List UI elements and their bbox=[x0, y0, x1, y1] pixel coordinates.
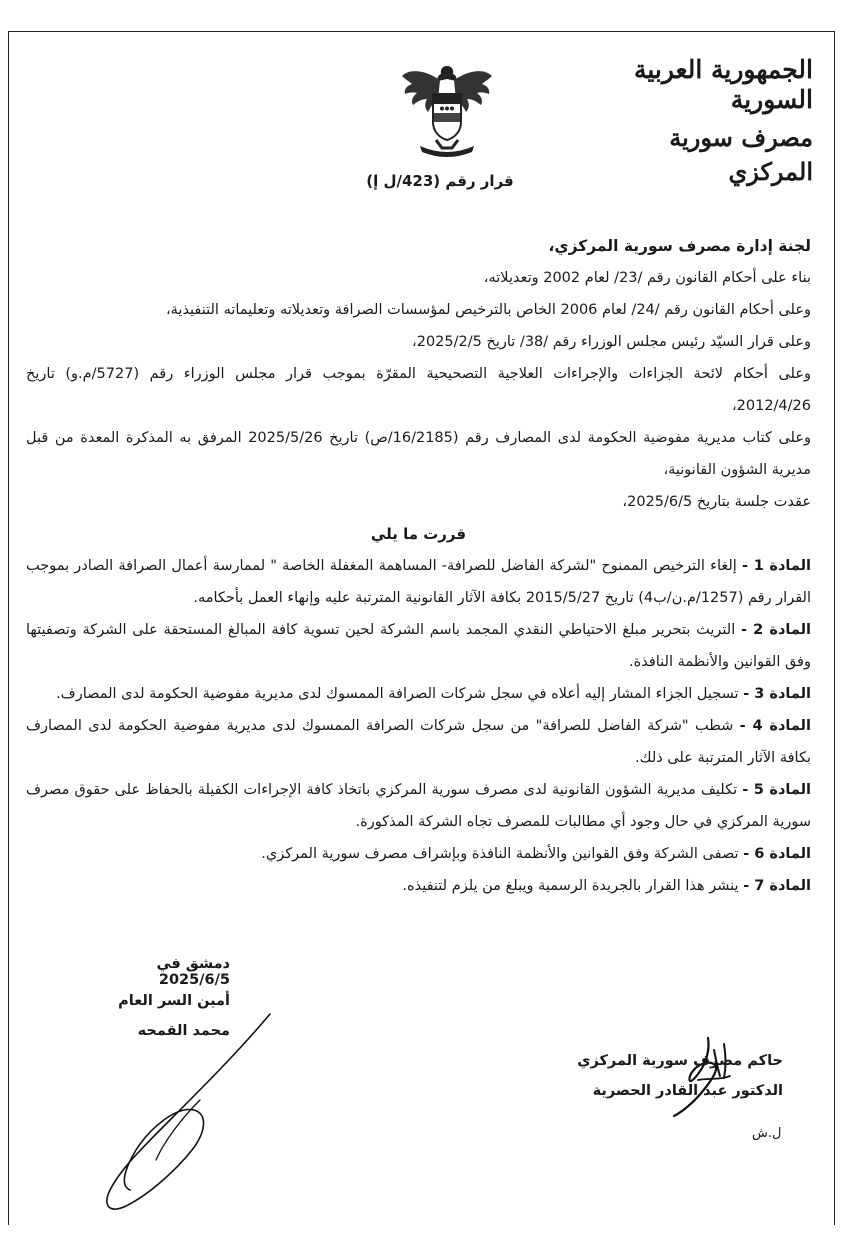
article-label: المادة 2 - bbox=[740, 622, 811, 638]
preamble-line: وعلى قرار السيّد رئيس مجلس الوزراء رقم /38/ تاريخ 2025/2/5، bbox=[412, 334, 811, 350]
article-text: ينشر هذا القرار بالجريدة الرسمية ويبلغ من يلزم لتنفيذه. bbox=[402, 878, 744, 894]
article-7 bbox=[26, 870, 811, 902]
page-border-top bbox=[8, 31, 835, 32]
initials: ل.ش bbox=[752, 1126, 782, 1141]
article-text: تصفى الشركة وفق القوانين والأنظمة النافذة وبإشراف مصرف سورية المركزي. bbox=[261, 846, 744, 862]
decision-body bbox=[26, 230, 811, 902]
bank-name: مصرف سورية المركزي bbox=[669, 123, 813, 186]
article-6 bbox=[26, 838, 811, 870]
article-3 bbox=[26, 678, 811, 710]
decided-heading: قررت ما يلي bbox=[370, 525, 467, 543]
article-5 bbox=[26, 774, 811, 838]
article-label: المادة 6 - bbox=[743, 846, 811, 862]
governor-title: حاكم مصرف سورية المركزي bbox=[577, 1053, 783, 1069]
governor-name: الدكتور عبد القادر الحصرية bbox=[592, 1083, 783, 1099]
article-text: التريث بتحرير مبلغ الاحتياطي النقدي المجمد باسم الشركة لحين تسوية كافة المبالغ المستحقة على الشركة وتصفيتها وفق القوانين والأنظمة النافذة. bbox=[26, 622, 811, 670]
article-text: إلغاء الترخيص الممنوح "لشركة الفاضل للصرافة- المساهمة المغفلة الخاصة " لممارسة أعمال الصرافة الصادر بموجب القرار رقم (1257/م.ن/ب4) تاريخ 2015/5/27 بكافة الآثار القانونية المترتبة عليه وإنهاء العمل بأحكامه. bbox=[26, 558, 811, 606]
preamble-line: وعلى أحكام لائحة الجزاءات والإجراءات العلاجية التصحيحية المقرّة بموجب قرار مجلس الوزراء رقم (5727/م.و) تاريخ 2012/4/26، bbox=[26, 366, 812, 414]
governor-block bbox=[533, 1046, 783, 1106]
republic-name: الجمهورية العربية السورية bbox=[633, 55, 813, 114]
article-label: المادة 4 - bbox=[739, 718, 811, 734]
preamble-line: وعلى كتاب مديرية مفوضية الحكومة لدى المصارف رقم (16/2185/ص) تاريخ 2025/5/26 المرفق به المذكرة المعدة من قبل مديرية الشؤون القانونية، bbox=[26, 430, 811, 478]
preamble-line: عقدت جلسة بتاريخ 2025/6/5، bbox=[622, 494, 811, 510]
article-label: المادة 7 - bbox=[743, 878, 811, 894]
article-2 bbox=[26, 614, 811, 678]
article-label: المادة 1 - bbox=[742, 558, 812, 574]
page-border-right bbox=[834, 31, 835, 1225]
decision-number: قرار رقم (423/ل إ) bbox=[366, 172, 514, 190]
article-text: شطب "شركة الفاضل للصرافة" من سجل شركات الصرافة الممسوك لدى مديرية مفوضية الحكومة لدى المصارف بكافة الآثار المترتبة على ذلك. bbox=[26, 718, 811, 766]
letterhead bbox=[593, 55, 813, 189]
article-4 bbox=[26, 710, 811, 774]
article-label: المادة 3 - bbox=[743, 686, 811, 702]
article-text: تكليف مديرية الشؤون القانونية لدى مصرف سورية المركزي باتخاذ كافة الإجراءات الكفيلة بالحفاظ على حقوق مصرف سورية المركزي في حال وجود أي مطالبات للمصرف تجاه الشركة المذكورة. bbox=[26, 782, 811, 830]
governor-signature-icon bbox=[80, 1010, 290, 1220]
syrian-eagle-emblem-icon bbox=[400, 60, 495, 160]
preamble-line: بناء على أحكام القانون رقم /23/ لعام 2002 وتعديلاته، bbox=[483, 270, 811, 286]
place-date: دمشق في 2025/6/5 bbox=[156, 956, 230, 988]
committee-heading: لجنة إدارة مصرف سورية المركزي، bbox=[548, 237, 811, 255]
secretary-title: أمين السر العام bbox=[118, 993, 230, 1009]
article-label: المادة 5 - bbox=[742, 782, 811, 798]
article-text: تسجيل الجزاء المشار إليه أعلاه في سجل شركات الصرافة الممسوك لدى مديرية مفوضية الحكومة لدى المصارف. bbox=[56, 686, 744, 702]
article-1 bbox=[26, 550, 811, 614]
page-border-left bbox=[8, 31, 9, 1225]
secretary-name: محمد القمحه bbox=[137, 1023, 230, 1039]
preamble-line: وعلى أحكام القانون رقم /24/ لعام 2006 الخاص بالترخيص لمؤسسات الصرافة وتعديلاته وتعليماته التنفيذية، bbox=[165, 302, 811, 318]
